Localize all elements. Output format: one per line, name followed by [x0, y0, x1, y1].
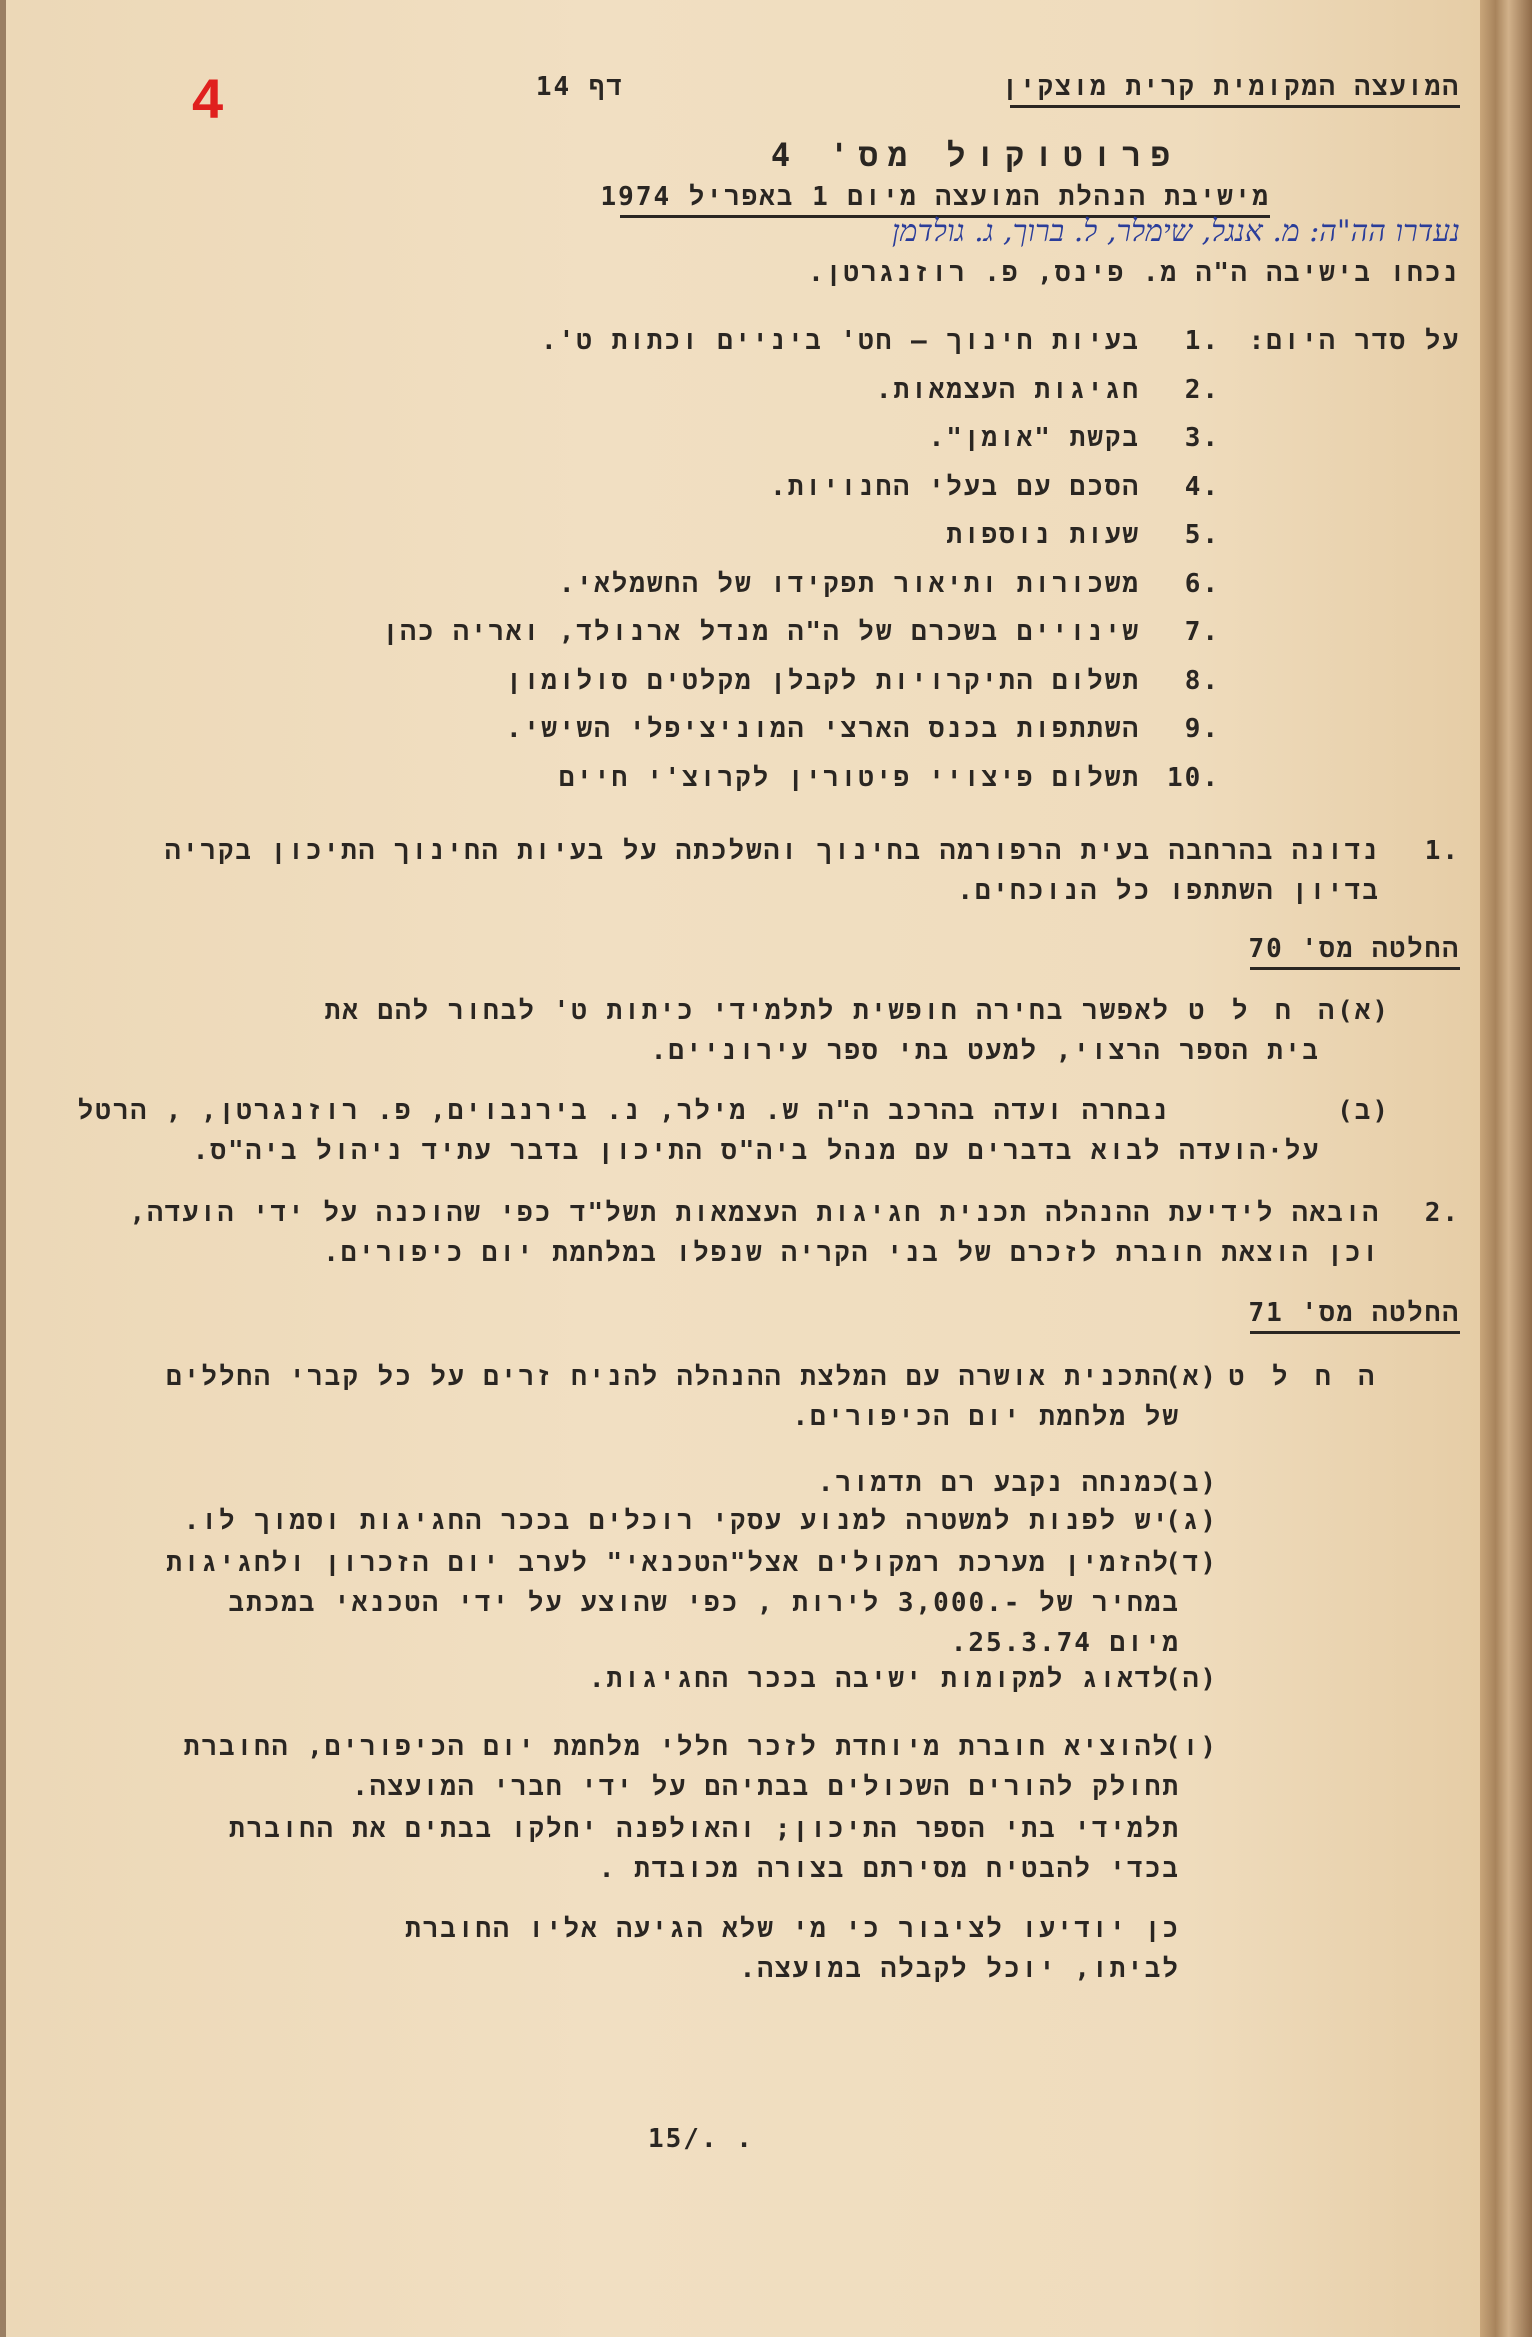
org-name: המועצה המקומית קרית מוצקין	[1010, 72, 1460, 108]
resolution-71-note-line: כן יודיעו לציבור כי מי שלא הגיעה אליו החוברת	[405, 1914, 1180, 1944]
agenda-item-number: 10.	[1167, 762, 1220, 793]
resolution-71-line: מיום 25.3.74.	[950, 1628, 1180, 1658]
agenda-item-number: 5.	[1184, 520, 1220, 550]
resolution-71-heading: החלטה מס' 71	[1250, 1298, 1460, 1334]
resolution-71-item-mark: (ו)	[1165, 1732, 1218, 1762]
resolution-70-heading: החלטה מס' 70	[1250, 934, 1460, 970]
agenda-item: שינויים בשכרם של ה"ה מנדל ארנולד, ואריה כהן	[382, 617, 1140, 647]
agenda-item-number: 8.	[1184, 665, 1220, 696]
resolution-71-line: כמנחה נקבע רם תדמור.	[817, 1468, 1170, 1498]
agenda-item: בקשת "אומן".	[928, 423, 1140, 453]
resolution-70-item-mark: (ב)	[1337, 1096, 1390, 1126]
resolution-71-item-mark: (ב)	[1165, 1468, 1218, 1498]
resolution-71-line: להוציא חוברת מיוחדת לזכר חללי מלחמת יום הכיפורים, החוברת	[183, 1732, 1170, 1762]
page-label: דף 14	[535, 72, 624, 102]
resolution-71-line: יש לפנות למשטרה למנוע עסקי רוכלים בככר החגיגות וסמוך לו.	[183, 1506, 1170, 1536]
resolution-71-line: להזמין מערכת רמקולים אצל"הטכנאי" לערב יום הזכרון ולחגיגות	[166, 1548, 1170, 1578]
agenda-item: הסכם עם בעלי החנויות.	[770, 471, 1140, 502]
resolution-71-item-mark: (ד)	[1165, 1548, 1218, 1578]
agenda-item-number: 7.	[1184, 617, 1220, 647]
resolution-71-item-mark: (ה)	[1165, 1664, 1218, 1694]
agenda-item: תשלום פיצויי פיטורין לקרוצ'י חיים	[558, 762, 1140, 793]
agenda-item: תשלום התיקרויות לקבלן מקלטים סולומון	[506, 665, 1140, 696]
resolution-71-item-mark: (א)	[1165, 1362, 1218, 1392]
continuation-mark: 15/. .	[648, 2124, 754, 2154]
agenda-item-number: 3.	[1184, 423, 1220, 453]
handwritten-absentees: נעדרו הה"ה: מ. אנגל, שימלר, ל. ברוך, ג. גולדמן	[892, 214, 1460, 249]
agenda-item: שעות נוספות	[946, 520, 1140, 550]
agenda-item-number: 2.	[1184, 374, 1220, 405]
binding-spine	[1480, 0, 1532, 2337]
resolution-71-line: במחיר של -.3,000 לירות , כפי שהוצע על ידי הטכנאי במכתב	[228, 1588, 1180, 1618]
resolution-70-line: בית הספר הרצוי, למעט בתי ספר עירוניים.	[650, 1036, 1320, 1066]
resolution-71-note-line: תלמידי בתי הספר התיכון; והאולפנה יחלקו בבתים את החוברת	[229, 1814, 1180, 1844]
agenda-item: בעיות חינוך – חט' ביניים וכתות ט'.	[541, 326, 1140, 356]
resolution-71-line: של מלחמת יום הכיפורים.	[792, 1402, 1180, 1432]
agenda-item-number: 1.	[1184, 326, 1220, 356]
agenda-item-number: 6.	[1184, 568, 1220, 599]
section-1-line: נדונה בהרחבה בעית הרפורמה בחינוך והשלכתה על בעיות החינוך התיכון בקריה	[164, 836, 1380, 866]
resolution-70-decided: ה ח ל ט	[1188, 996, 1340, 1026]
red-page-number: 4	[192, 67, 224, 130]
section-2-number: 2.	[1424, 1198, 1460, 1228]
resolution-71-decided: ה ח ל ט	[1228, 1362, 1380, 1392]
agenda-item-number: 9.	[1184, 714, 1220, 744]
protocol-title: פרוטוקול מס' 4	[770, 136, 1180, 174]
agenda-item: משכורות ותיאור תפקידו של החשמלאי.	[558, 568, 1140, 599]
resolution-70-line: נבחרה ועדה בהרכב ה"ה ש. מילר, נ. בירנבוים, פ. רוזנגרטן, , הרטל	[77, 1096, 1170, 1126]
resolution-71-line: לדאוג למקומות ישיבה בככר החגיגות.	[588, 1664, 1170, 1694]
resolution-70-line: על·הועדה לבוא בדברים עם מנהל ביה"ס התיכון בדבר עתיד ניהול ביה"ס.	[192, 1136, 1320, 1166]
agenda-item-number: 4.	[1184, 471, 1220, 502]
meeting-subtitle: מישיבת הנהלת המועצה מיום 1 באפריל 1974	[620, 182, 1270, 218]
section-2-line: הובאה לידיעת ההנהלה תכנית חגיגות העצמאות תשל"ד כפי שהוכנה על ידי הועדה,	[129, 1198, 1380, 1228]
agenda-item: השתתפות בכנס הארצי המוניציפלי השישי.	[506, 714, 1140, 744]
section-1-number: 1.	[1424, 836, 1460, 866]
section-2-line: וכן הוצאת חוברת לזכרם של בני הקריה שנפלו במלחמת יום כיפורים.	[323, 1238, 1380, 1268]
agenda-label: על סדר היום:	[1248, 326, 1460, 356]
resolution-71-item-mark: (ג)	[1165, 1506, 1218, 1536]
section-1-line: בדיון השתתפו כל הנוכחים.	[957, 876, 1380, 906]
resolution-71-line: תחולק להורים השכולים בבתיהם על ידי חברי המועצה.	[352, 1772, 1180, 1802]
resolution-70-line: לאפשר בחירה חופשית לתלמידי כיתות ט' לבחור להם את	[324, 996, 1170, 1026]
agenda-item: חגיגות העצמאות.	[875, 374, 1140, 405]
resolution-71-line: התכנית אושרה עם המלצת ההנהלה להניח זרים על כל קברי החללים	[166, 1362, 1170, 1392]
resolution-71-note-line: לביתו, יוכל לקבלה במועצה.	[739, 1954, 1180, 1984]
resolution-71-note-line: בכדי להבטיח מסירתם בצורה מכובדת .	[598, 1854, 1180, 1884]
resolution-70-item-mark: (א)	[1337, 996, 1390, 1026]
attendees-line: נכחו בישיבה ה"ה מ. פינס, פ. רוזנגרטן.	[808, 258, 1460, 288]
